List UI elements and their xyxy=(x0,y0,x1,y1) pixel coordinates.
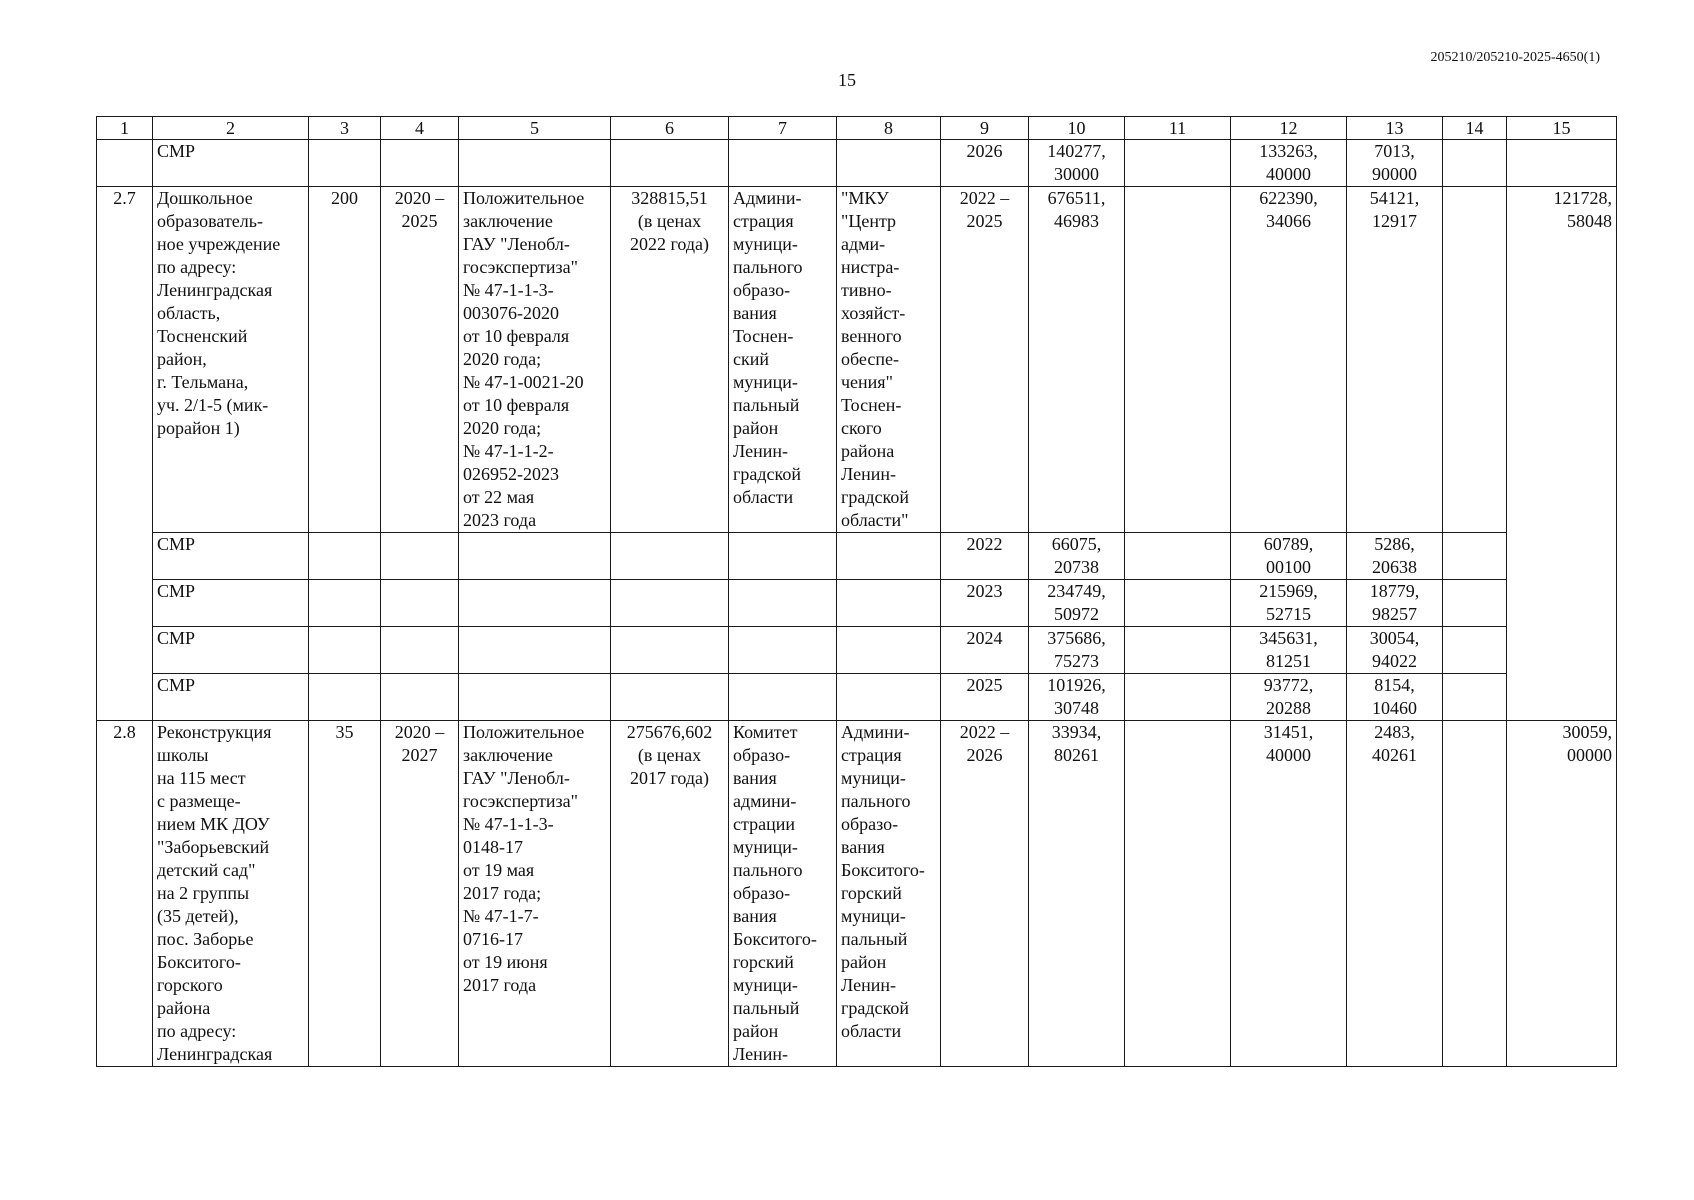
expertise-cell: Положительное заключение ГАУ "Ленобл- госэкспертиза" № 47-1-1-3- 003076-2020 от 10 февраля 2020 года; № 47-1-0021-20 от 10 февраля 2020 года; № 47-1-1-2- 026952-2023 от 22 мая 2023 года xyxy=(459,187,611,533)
cost-cell: 275676,602 (в ценах 2017 года) xyxy=(611,721,729,1067)
total-cell: 101926, 30748 xyxy=(1029,674,1125,721)
regional-cell: 31451, 40000 xyxy=(1231,721,1347,1067)
year-cell: 2026 xyxy=(941,140,1029,187)
table-row xyxy=(97,627,1617,674)
column-header: 11 xyxy=(1125,117,1231,140)
executor-cell: "МКУ "Центр адми- нистра- тивно- хозяйст- венного обеспе- чения" Тоснен- ского района Ленин- градской области" xyxy=(837,187,941,533)
local-cell: 8154, 10460 xyxy=(1347,674,1443,721)
column-header: 12 xyxy=(1231,117,1347,140)
regional-cell: 133263, 40000 xyxy=(1231,140,1347,187)
local-cell: 18779, 98257 xyxy=(1347,580,1443,627)
total-cell: 66075, 20738 xyxy=(1029,533,1125,580)
row-number: 2.7 xyxy=(97,187,153,721)
expertise-cell: Положительное заключение ГАУ "Ленобл- госэкспертиза" № 47-1-1-3- 0148-17 от 19 мая 2017 года; № 47-1-7- 0716-17 от 19 июня 2017 года xyxy=(459,721,611,1067)
regional-cell: 622390, 34066 xyxy=(1231,187,1347,533)
object-name: Дошкольное образователь- ное учреждение по адресу: Ленинградская область, Тосненский район, г. Тельмана, уч. 2/1-5 (мик- рорайон 1) xyxy=(153,187,309,533)
cost-cell: 328815,51 (в ценах 2022 года) xyxy=(611,187,729,533)
column-header: 15 xyxy=(1507,117,1617,140)
column-header: 5 xyxy=(459,117,611,140)
column-header: 9 xyxy=(941,117,1029,140)
column-header: 2 xyxy=(153,117,309,140)
work-type: СМР xyxy=(153,580,309,627)
customer-cell: Комитет образо- вания админи- страции муници- пального образо- вания Бокситого- горский муници- пальный район Ленин- xyxy=(729,721,837,1067)
regional-cell: 60789, 00100 xyxy=(1231,533,1347,580)
column-header-row xyxy=(97,117,1617,140)
capacity-cell: 35 xyxy=(309,721,381,1067)
column-header: 4 xyxy=(381,117,459,140)
column-header: 10 xyxy=(1029,117,1125,140)
column-header: 7 xyxy=(729,117,837,140)
capacity-cell: 200 xyxy=(309,187,381,533)
customer-cell: Админи- страция муници- пального образо- вания Тоснен- ский муници- пальный район Ленин- градской области xyxy=(729,187,837,533)
executor-cell: Админи- страция муници- пального образо- вания Бокситого- горский муници- пальный район Ленин- градской области xyxy=(837,721,941,1067)
regional-cell: 345631, 81251 xyxy=(1231,627,1347,674)
total-cell: 33934, 80261 xyxy=(1029,721,1125,1067)
object-name: Реконструкция школы на 115 мест с размеще- нием МК ДОУ "Заборьевский детский сад" на 2 группы (35 детей), пос. Заборье Бокситого- горского района по адресу: Ленинградская xyxy=(153,721,309,1067)
year-cell: 2022 xyxy=(941,533,1029,580)
document-id: 205210/205210-2025-4650(1) xyxy=(1430,50,1600,65)
table-row xyxy=(97,140,1617,187)
table-row xyxy=(97,674,1617,721)
page-number: 15 xyxy=(838,70,856,90)
period-cell: 2020 – 2027 xyxy=(381,721,459,1067)
year-cell: 2023 xyxy=(941,580,1029,627)
regional-cell: 215969, 52715 xyxy=(1231,580,1347,627)
total-cell: 140277, 30000 xyxy=(1029,140,1125,187)
work-type: СМР xyxy=(153,140,309,187)
work-type: СМР xyxy=(153,674,309,721)
local-cell: 30054, 94022 xyxy=(1347,627,1443,674)
column-header: 3 xyxy=(309,117,381,140)
year-cell: 2024 xyxy=(941,627,1029,674)
total-cell: 676511, 46983 xyxy=(1029,187,1125,533)
years-cell: 2022 – 2025 xyxy=(941,187,1029,533)
column-header: 14 xyxy=(1443,117,1507,140)
column-header: 13 xyxy=(1347,117,1443,140)
year-cell: 2025 xyxy=(941,674,1029,721)
column-header: 1 xyxy=(97,117,153,140)
local-cell: 7013, 90000 xyxy=(1347,140,1443,187)
table-row xyxy=(97,533,1617,580)
regional-cell: 93772, 20288 xyxy=(1231,674,1347,721)
row-number: 2.8 xyxy=(97,721,153,1067)
local-cell: 5286, 20638 xyxy=(1347,533,1443,580)
column-15-cell: 121728, 58048 xyxy=(1507,187,1617,721)
column-15-cell: 30059, 00000 xyxy=(1507,721,1617,1067)
column-header: 6 xyxy=(611,117,729,140)
period-cell: 2020 – 2025 xyxy=(381,187,459,533)
investment-table xyxy=(96,116,1617,1067)
total-cell: 234749, 50972 xyxy=(1029,580,1125,627)
work-type: СМР xyxy=(153,533,309,580)
total-cell: 375686, 75273 xyxy=(1029,627,1125,674)
table-row xyxy=(97,721,1617,1067)
table-row xyxy=(97,580,1617,627)
years-cell: 2022 – 2026 xyxy=(941,721,1029,1067)
table-row xyxy=(97,187,1617,533)
local-cell: 54121, 12917 xyxy=(1347,187,1443,533)
local-cell: 2483, 40261 xyxy=(1347,721,1443,1067)
work-type: СМР xyxy=(153,627,309,674)
column-header: 8 xyxy=(837,117,941,140)
